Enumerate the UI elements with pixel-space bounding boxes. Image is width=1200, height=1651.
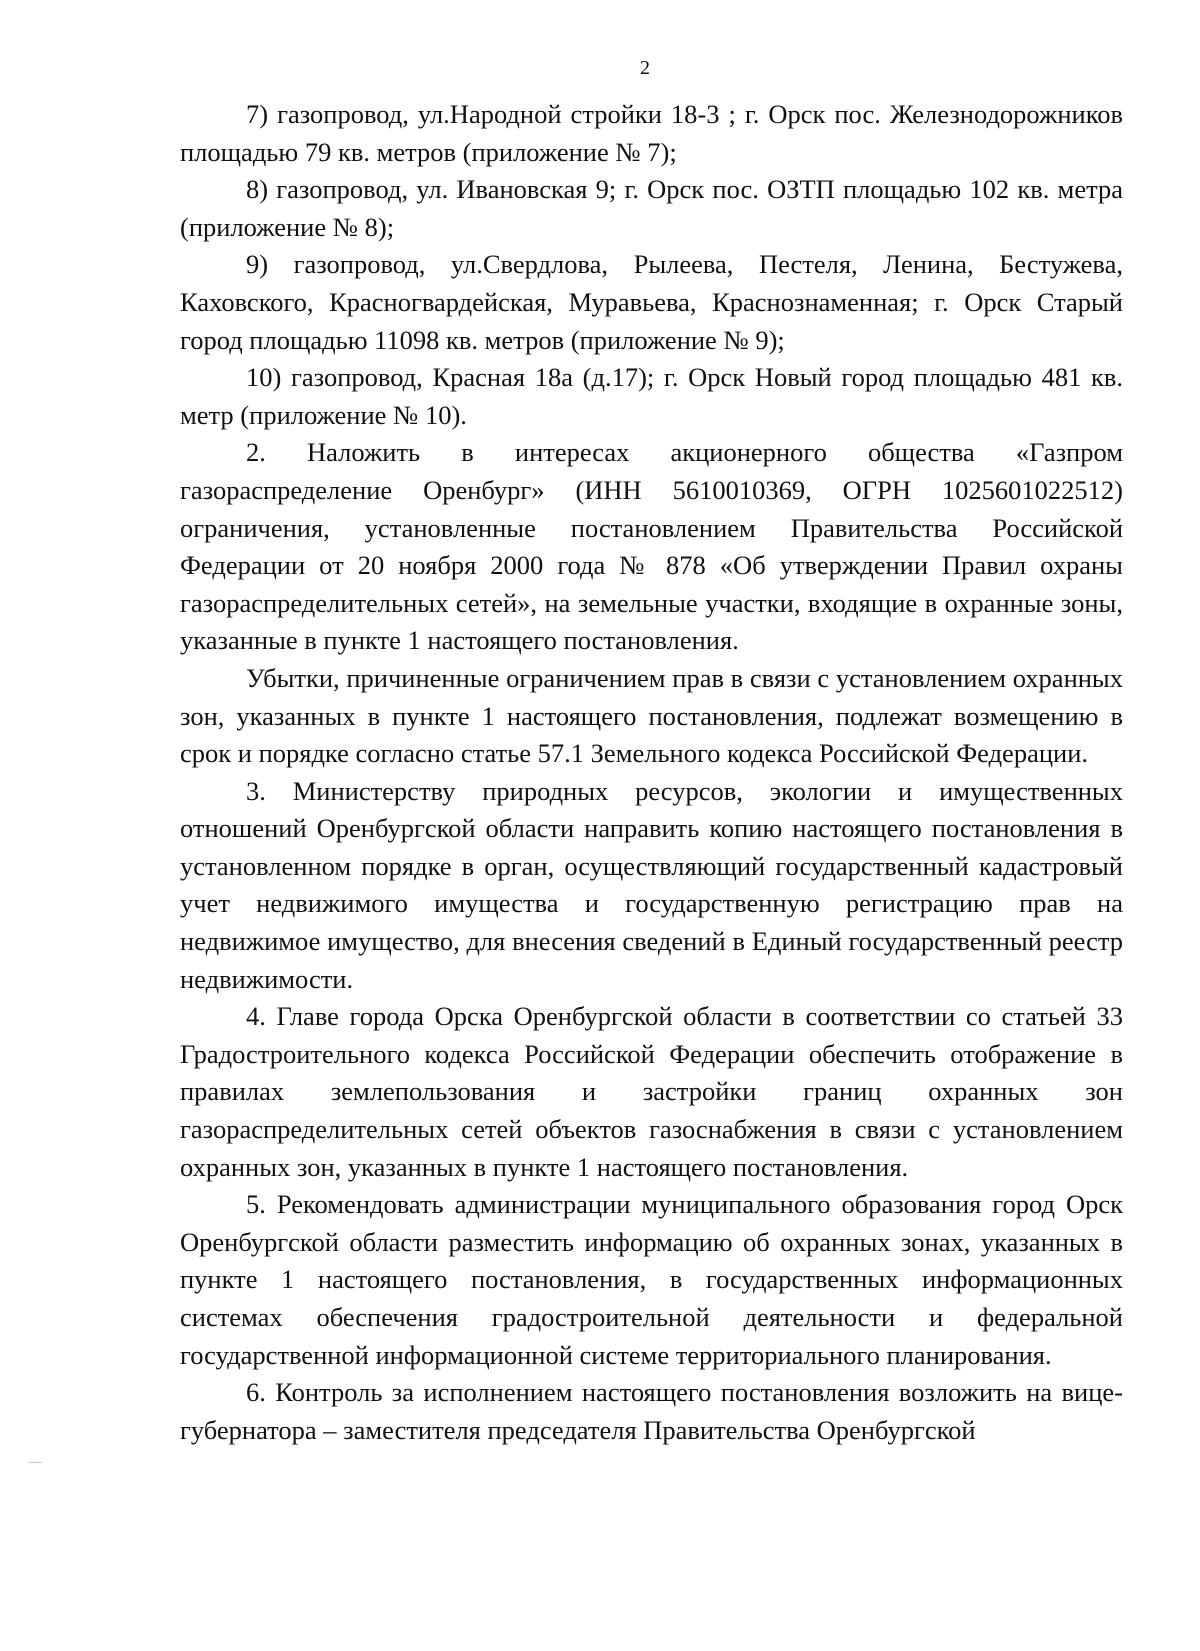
document-body [180, 96, 1123, 1449]
paragraph-losses: Убытки, причиненные ограничением прав в связи с установлением охранных зон, указанных в пункте 1 настоящего постановления, подлежат возмещению в срок и порядке согласно статье 57.1 Земельного кодекса Российской Федерации. [180, 662, 1123, 769]
margin-mark [28, 1462, 42, 1463]
paragraph-item-8: 8) газопровод, ул. Ивановская 9; г. Орск пос. ОЗТП площадью 102 кв. метра (приложение № 8); [180, 174, 1123, 242]
paragraph-clause-2: 2. Наложить в интересах акционерного общества «Газпром газораспределение Оренбург» (ИНН 5610010369, ОГРН 1025601022512) ограничения, установленные постановлением Правительства Российской Федерации от 20 ноября 2000 года № 878 «Об утверждении Правил охраны газораспределительных сетей», на земельные участки, входящие в охранные зоны, указанные в пункте 1 настоящего постановления. [180, 437, 1123, 656]
paragraph-clause-5: 5. Рекомендовать администрации муниципального образования город Орск Оренбургской области разместить информацию об охранных зонах, указанных в пункте 1 настоящего постановления, в государственных информационных системах обеспечения градостроительной деятельности и федеральной государственной информационной системе территориального планирования. [180, 1189, 1123, 1370]
paragraph-clause-4: 4. Главе города Орска Оренбургской области в соответствии со статьей 33 Градостроительного кодекса Российской Федерации обеспечить отображение в правилах землепользования и застройки границ охранных зон газораспределительных сетей объектов газоснабжения в связи с установлением охранных зон, указанных в пункте 1 настоящего постановления. [180, 1001, 1123, 1182]
paragraph-item-7: 7) газопровод, ул.Народной стройки 18-3 ; г. Орск пос. Железнодорожников площадью 79 кв. метров (приложение № 7); [180, 99, 1123, 167]
page-number: 2 [640, 57, 650, 79]
paragraph-clause-6: 6. Контроль за исполнением настоящего постановления возложить на вице-губернатора – заместителя председателя Правительства Оренбургской [180, 1377, 1123, 1445]
paragraph-clause-3: 3. Министерству природных ресурсов, экологии и имущественных отношений Оренбургской области направить копию настоящего постановления в установленном порядке в орган, осуществляющий государственный кадастровый учет недвижимого имущества и государственную регистрацию прав на недвижимое имущество, для внесения сведений в Единый государственный реестр недвижимости. [180, 775, 1123, 994]
paragraph-item-9: 9) газопровод, ул.Свердлова, Рылеева, Пестеля, Ленина, Бестужева, Каховского, Красногвардейская, Муравьева, Краснознаменная; г. Орск Старый город площадью 11098 кв. метров (приложение № 9); [180, 249, 1123, 355]
paragraph-item-10: 10) газопровод, Красная 18а (д.17); г. Орск Новый город площадью 481 кв. метр (приложение № 10). [180, 362, 1123, 430]
